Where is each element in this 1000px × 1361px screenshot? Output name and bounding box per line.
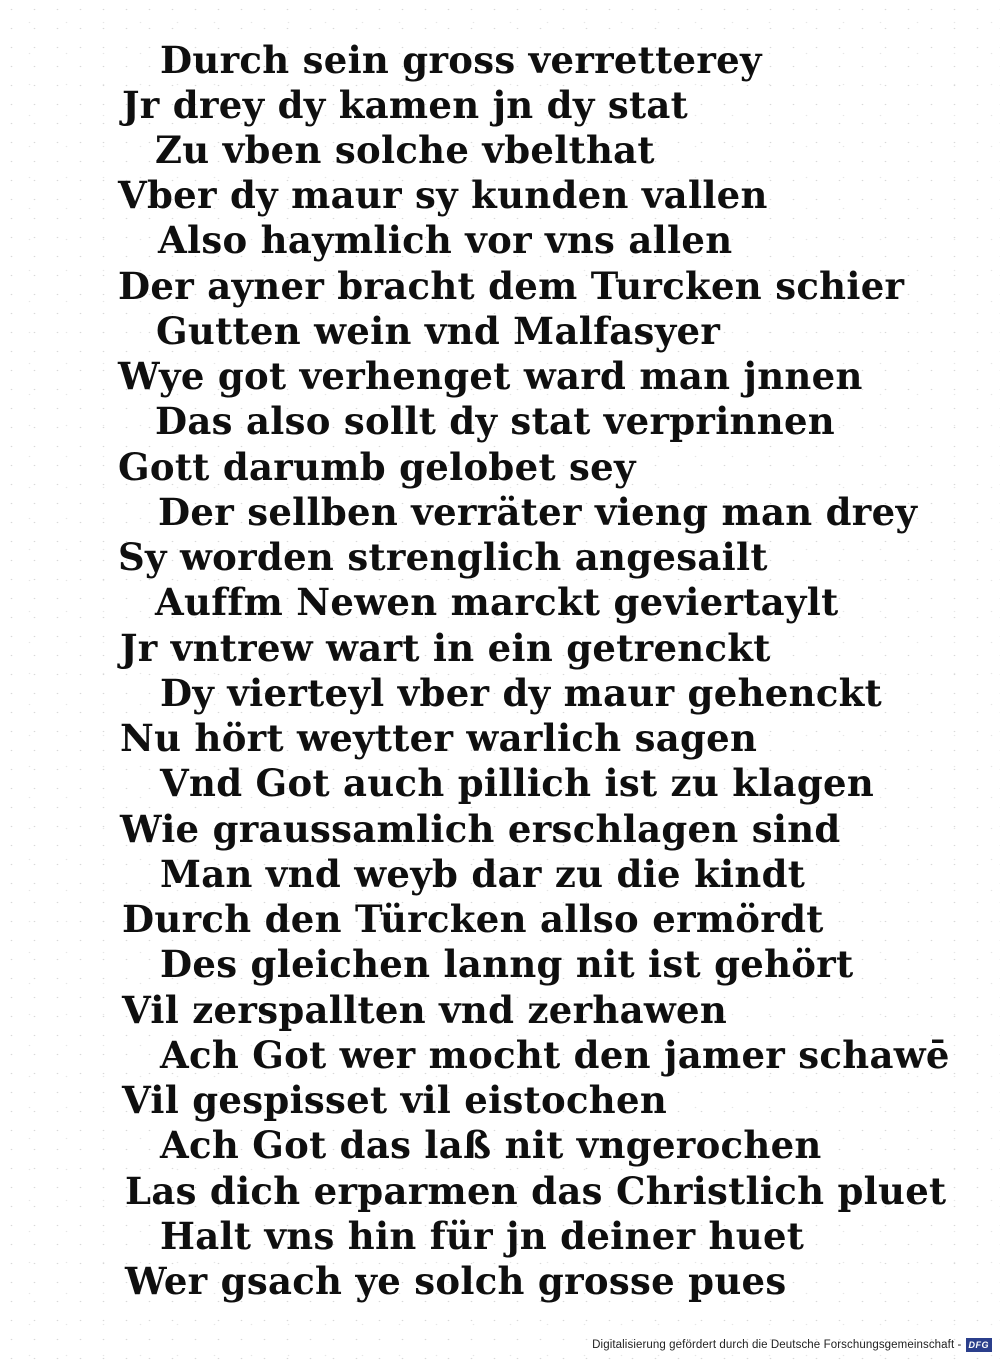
verse-line: Vil zerspallten vnd zerhawen xyxy=(122,988,728,1032)
verse-line: Halt vns hin für jn deiner huet xyxy=(160,1214,805,1258)
verse-line: Durch den Türcken allso ermördt xyxy=(122,897,824,941)
verse-line: Vnd Got auch pillich ist zu klagen xyxy=(160,761,875,805)
verse-line: Durch sein gross verretterey xyxy=(160,38,762,82)
verse-line: Vil gespisset vil eistochen xyxy=(122,1078,668,1122)
verse-line: Der sellben verräter vieng man drey xyxy=(158,490,918,534)
digitization-footer xyxy=(592,1335,992,1355)
dfg-logo-icon: DFG xyxy=(966,1338,993,1352)
funding-credit: Digitalisierung gefördert durch die Deutsche Forschungsgemeinschaft - xyxy=(592,1339,962,1351)
verse-line: Ach Got wer mocht den jamer schawē xyxy=(160,1033,950,1077)
verse-line: Sy worden strenglich angesailt xyxy=(118,535,768,579)
verse-line: Das also sollt dy stat verprinnen xyxy=(155,399,836,443)
verse-line: Auffm Newen marckt geviertaylt xyxy=(155,580,839,624)
verse-line: Man vnd weyb dar zu die kindt xyxy=(160,852,806,896)
verse-line: Ach Got das laß nit vngerochen xyxy=(160,1123,822,1167)
verse-line: Also haymlich vor vns allen xyxy=(158,218,733,262)
verse-line: Dy vierteyl vber dy maur gehenckt xyxy=(160,671,882,715)
verse-line: Jr drey dy kamen jn dy stat xyxy=(122,83,689,127)
verse-line: Zu vben solche vbelthat xyxy=(155,128,655,172)
verse-line: Wer gsach ye solch grosse pues xyxy=(125,1259,787,1303)
verse-line: Wie graussamlich erschlagen sind xyxy=(120,807,841,851)
verse-line: Las dich erparmen das Christlich pluet xyxy=(125,1169,947,1213)
verse-line: Gott darumb gelobet sey xyxy=(118,445,636,489)
verse-line: Der ayner bracht dem Turcken schier xyxy=(118,264,905,308)
verse-line: Jr vntrew wart in ein getrenckt xyxy=(120,626,771,670)
verse-line: Nu hört weytter warlich sagen xyxy=(120,716,758,760)
verse-line: Gutten wein vnd Malfasyer xyxy=(156,309,721,353)
verse-line: Wye got verhenget ward man jnnen xyxy=(118,354,863,398)
verse-line: Vber dy maur sy kunden vallen xyxy=(118,173,768,217)
verse-line: Des gleichen lanng nit ist gehört xyxy=(160,942,854,986)
